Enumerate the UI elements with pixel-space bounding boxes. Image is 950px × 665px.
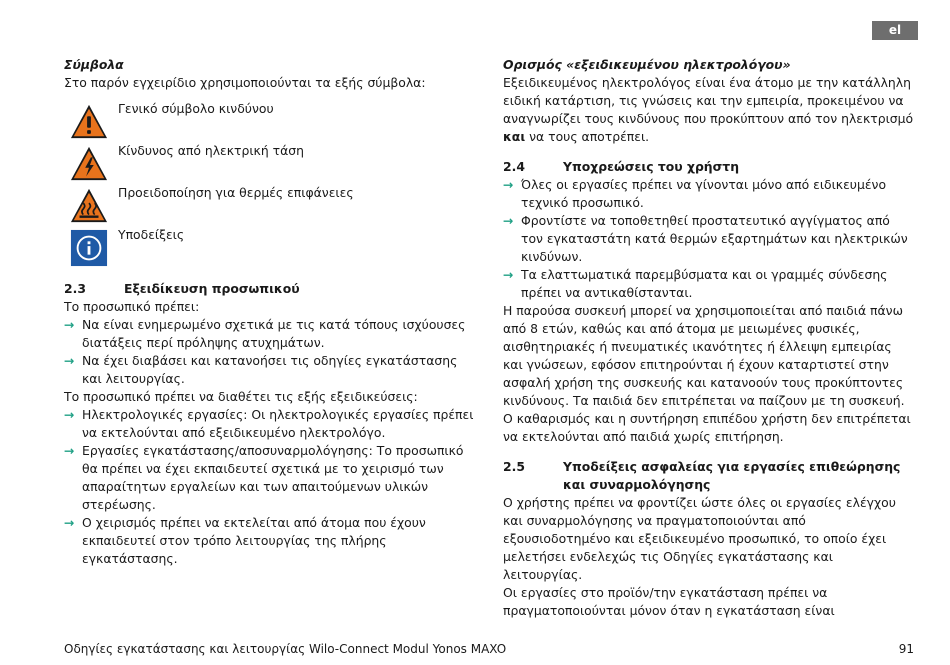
arrow-right-icon: →: [503, 267, 514, 282]
section-heading-2-3: [64, 280, 476, 298]
left-column: [64, 56, 476, 568]
list-item-text: Ο χειρισμός πρέπει να εκτελείται από άτομα που έχουν εκπαιδευτεί στον τρόπο λειτουργίας της πλήρης εγκατάστασης.: [82, 515, 426, 566]
arrow-right-icon: →: [64, 407, 75, 422]
paragraph: Το προσωπικό πρέπει να διαθέτει τις εξής εξειδικεύσεις:: [64, 389, 418, 404]
list-item-text: Να έχει διαβάσει και κατανοήσει τις οδηγίες εγκατάστασης και λειτουργίας.: [82, 353, 458, 386]
symbol-label: Γενικό σύμβολο κινδύνου: [118, 101, 274, 116]
list-item: [64, 514, 476, 568]
general-danger-icon: [70, 103, 108, 141]
arrow-right-icon: →: [503, 213, 514, 228]
section-heading-2-4: [503, 158, 915, 176]
definition-text: Εξειδικευμένος ηλεκτρολόγος είναι ένα άτομο με την κατάλληλη ειδική κατάρτιση, τις γνώσεις και την εμπειρία, προκειμένου να αναγνωρίζει τους κινδύνους που προκύπτουν από τον ηλεκτρισμό: [503, 75, 914, 126]
section-number: 2.5: [503, 459, 525, 474]
list-item: [64, 316, 476, 352]
list-item-text: Ηλεκτρολογικές εργασίες: Οι ηλεκτρολογικές εργασίες πρέπει να εκτελούνται από εξειδικευμένο ηλεκτρολόγο.: [82, 407, 474, 440]
symbols-heading: Σύμβολα: [64, 57, 124, 72]
paragraph: Οι εργασίες στο προϊόν/την εγκατάσταση πρέπει να πραγματοποιούνται μόνον όταν η εγκατάσταση είναι: [503, 585, 835, 618]
symbol-row-hot-surface: [64, 184, 476, 226]
symbol-label: Κίνδυνος από ηλεκτρική τάση: [118, 143, 304, 158]
list-item: [64, 406, 476, 442]
list-item: [503, 176, 915, 212]
symbols-list: [64, 100, 476, 268]
list-item: [64, 442, 476, 514]
list-item-text: Εργασίες εγκατάστασης/αποσυναρμολόγησης: Το προσωπικό θα πρέπει να έχει εκπαιδευτεί σχετικά με το χειρισμό των απαραίτητων εργαλείων και των απαιτούμενων υλικών στερέωσης.: [82, 443, 464, 512]
right-column: [503, 56, 915, 620]
definition-bold-word: και: [503, 129, 526, 144]
arrow-right-icon: →: [64, 515, 75, 530]
hot-surface-icon: [70, 187, 108, 225]
symbol-row-general-danger: [64, 100, 476, 142]
list-item: [503, 212, 915, 266]
arrow-right-icon: →: [64, 353, 75, 368]
list-item: [503, 266, 915, 302]
language-badge: el: [872, 21, 918, 40]
section-title: Εξειδίκευση προσωπικού: [124, 281, 300, 296]
symbol-row-electric-danger: [64, 142, 476, 184]
definition-paragraph: [503, 74, 915, 146]
symbol-label: Υποδείξεις: [118, 227, 185, 242]
symbol-label: Προειδοποίηση για θερμές επιφάνειες: [118, 185, 354, 200]
section-title: Υποχρεώσεις του χρήστη: [563, 159, 740, 174]
list-item-text: Να είναι ενημερωμένο σχετικά με τις κατά τόπους ισχύουσες διατάξεις περί πρόληψης ατυχημάτων.: [82, 317, 466, 350]
symbols-intro: Στο παρόν εγχειρίδιο χρησιμοποιούνται τα εξής σύμβολα:: [64, 75, 426, 90]
info-icon: [70, 229, 108, 267]
section-number: 2.4: [503, 159, 525, 174]
arrow-right-icon: →: [503, 177, 514, 192]
list-item-text: Φροντίστε να τοποθετηθεί προστατευτικό αγγίγματος από τον εγκαταστάτη κατά θερμών εξαρτημάτων και ηλεκτρικών κινδύνων.: [521, 213, 908, 264]
list-item: [64, 352, 476, 388]
footer-doc-title: Οδηγίες εγκατάστασης και λειτουργίας Wilo-Connect Modul Yonos MAXO: [64, 642, 507, 656]
definition-heading: Ορισμός «εξειδικευμένου ηλεκτρολόγου»: [503, 57, 791, 72]
list-item-text: Τα ελαττωματικά παρεμβύσματα και οι γραμμές σύνδεσης πρέπει να αντικαθίστανται.: [521, 267, 888, 300]
arrow-right-icon: →: [64, 443, 75, 458]
paragraph: Η παρούσα συσκευή μπορεί να χρησιμοποιείται από παιδιά πάνω από 8 ετών, καθώς και από άτομα με μειωμένες φυσικές, αισθητηριακές ή πνευματικές ικανότητες ή έλλειψη εμπειρίας και γνώσεων, εφόσον επιτηρούνται ή έχουν καταρτιστεί στην ασφαλή χρήση της συσκευής και κατανοούν τους προκύπτοντες κινδύνους. Τα παιδιά δεν επιτρέπεται να παίζουν με τη συσκευή. Ο καθαρισμός και η συντήρηση επιπέδου χρήστη δεν επιτρέπεται να εκτελούνται από παιδιά χωρίς επιτήρηση.: [503, 303, 911, 444]
section-number: 2.3: [64, 281, 86, 296]
electric-danger-icon: [70, 145, 108, 183]
paragraph: Το προσωπικό πρέπει:: [64, 299, 200, 314]
paragraph: Ο χρήστης πρέπει να φροντίζει ώστε όλες οι εργασίες ελέγχου και συναρμολόγησης να πραγματοποιούνται από εξουσιοδοτημένο και εξειδικευμένο προσωπικό, το οποίο έχει μελετήσει ενδελεχώς τις Οδηγίες εγκατάστασης και λειτουργίας.: [503, 495, 896, 582]
definition-text-end: να τους αποτρέπει.: [529, 129, 650, 144]
symbol-row-info: [64, 226, 476, 268]
section-heading-2-5: [503, 458, 915, 494]
page-number: 91: [898, 642, 914, 656]
section-title: Υποδείξεις ασφαλείας για εργασίες επιθεώρησης και συναρμολόγησης: [563, 459, 901, 492]
list-item-text: Όλες οι εργασίες πρέπει να γίνονται μόνο από ειδικευμένο τεχνικό προσωπικό.: [521, 177, 887, 210]
arrow-right-icon: →: [64, 317, 75, 332]
